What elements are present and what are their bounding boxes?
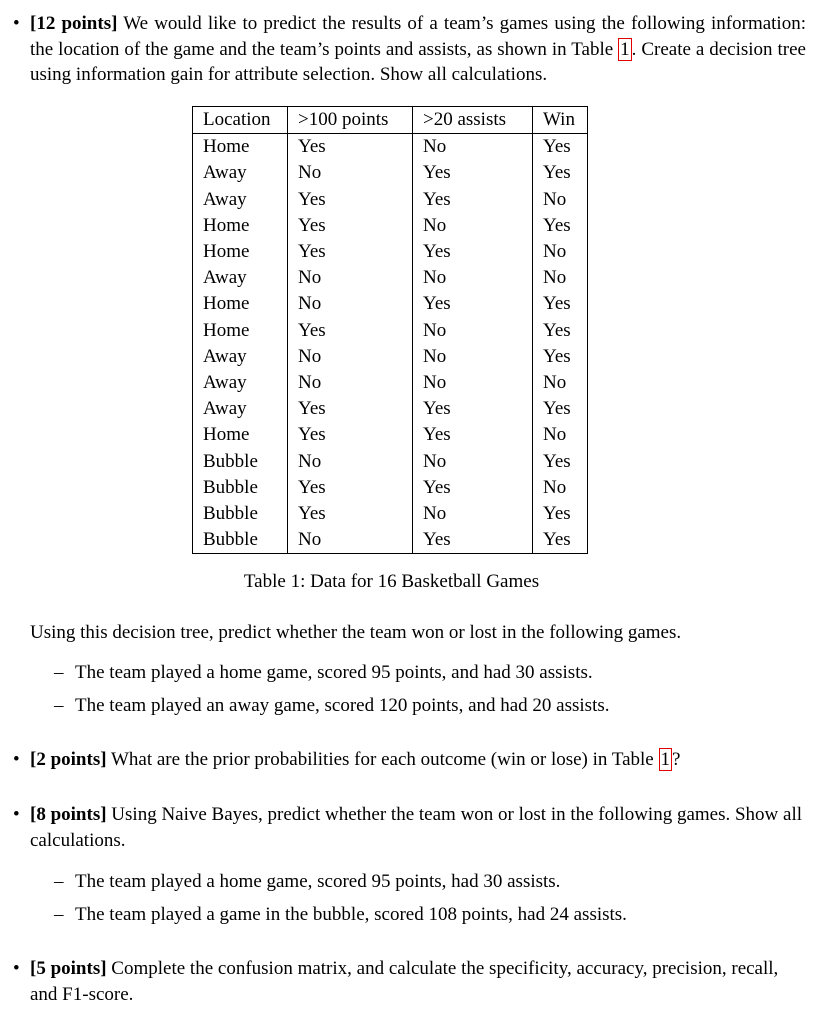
cell-win: Yes [533,160,588,186]
list-item [54,660,806,686]
cell-location: Bubble [193,475,288,501]
cell-location: Home [193,291,288,317]
table-row [193,291,588,317]
cell-location: Bubble [193,527,288,554]
cell-location: Home [193,134,288,161]
cell-win: Yes [533,527,588,554]
bullet-icon: • [13,958,20,979]
table-row [193,370,588,396]
cell-assists: Yes [413,160,533,186]
question-2-points: [2 points] [30,749,107,770]
cell-assists: No [413,134,533,161]
cell-location: Away [193,187,288,213]
cell-assists: Yes [413,422,533,448]
cell-location: Away [193,396,288,422]
list-item [54,869,806,895]
question-2-text [30,747,806,773]
table-row [193,422,588,448]
question-1-points: [12 points] [30,13,118,34]
table-row [193,265,588,291]
cell-location: Bubble [193,501,288,527]
cell-win: Yes [533,291,588,317]
question-1-text [30,11,806,88]
basketball-data-table [192,106,588,554]
table-row [193,213,588,239]
cell-points: Yes [288,318,413,344]
dash-icon: – [54,695,64,716]
table-row [193,396,588,422]
table-row [193,527,588,554]
list-item-text: The team played an away game, scored 120 points, and had 20 assists. [75,695,610,716]
cell-assists: Yes [413,396,533,422]
table-row [193,187,588,213]
table-row [193,344,588,370]
cell-win: No [533,239,588,265]
bullet-icon: • [13,804,20,825]
question-2-body: What are the prior probabilities for each outcome (win or lose) in Table [106,749,659,770]
cell-assists: No [413,448,533,474]
list-item-text: The team played a game in the bubble, scored 108 points, had 24 assists. [75,904,627,925]
bullet-icon: • [13,13,20,34]
cell-points: Yes [288,422,413,448]
cell-points: No [288,527,413,554]
cell-win: No [533,475,588,501]
cell-assists: No [413,213,533,239]
header-location: Location [193,107,288,134]
dash-icon: – [54,662,64,683]
cell-location: Away [193,160,288,186]
cell-assists: No [413,370,533,396]
cell-win: No [533,422,588,448]
table-header-row [193,107,588,134]
cell-assists: No [413,344,533,370]
list-item [54,902,806,928]
cell-assists: Yes [413,527,533,554]
question-2-body-end: ? [672,749,681,770]
cell-assists: No [413,265,533,291]
question-1 [13,11,806,88]
cell-location: Home [193,318,288,344]
cell-points: Yes [288,501,413,527]
list-item [54,693,806,719]
cell-location: Away [193,265,288,291]
decision-tree-prompt: Using this decision tree, predict whether the team won or lost in the following games. [30,622,682,643]
cell-points: No [288,344,413,370]
cell-assists: Yes [413,239,533,265]
question-4-points: [5 points] [30,958,107,979]
question-4-body: Complete the confusion matrix, and calculate the specificity, accuracy, precision, recall, and F1-score. [30,958,779,1005]
list-item-text: The team played a home game, scored 95 points, had 30 assists. [75,871,561,892]
cell-location: Away [193,370,288,396]
cell-points: Yes [288,187,413,213]
question-4-text [30,956,806,1007]
table-caption: Table 1: Data for 16 Basketball Games [243,571,540,592]
cell-win: Yes [533,213,588,239]
cell-win: Yes [533,318,588,344]
question-3 [13,802,806,853]
table-row [193,448,588,474]
cell-win: No [533,370,588,396]
question-3-body: Using Naive Bayes, predict whether the team won or lost in the following games. Show all calculations. [30,804,803,851]
cell-assists: Yes [413,475,533,501]
cell-points: Yes [288,239,413,265]
table-row [193,134,588,161]
cell-win: No [533,187,588,213]
cell-points: No [288,160,413,186]
cell-win: No [533,265,588,291]
question-4 [13,956,806,1007]
cell-location: Home [193,213,288,239]
table-row [193,160,588,186]
cell-points: No [288,448,413,474]
cell-points: Yes [288,475,413,501]
cell-assists: Yes [413,187,533,213]
question-1-body-end: . Create a decision tree using information gain for attribute selection. Show all calculations. [30,38,806,85]
cell-location: Home [193,422,288,448]
question-2 [13,747,806,773]
table-row [193,475,588,501]
cell-assists: No [413,318,533,344]
header-win: Win [533,107,588,134]
list-item-text: The team played a home game, scored 95 points, and had 30 assists. [75,662,593,683]
table-row [193,318,588,344]
question-3-points: [8 points] [30,804,107,825]
cell-location: Home [193,239,288,265]
cell-win: Yes [533,501,588,527]
cell-points: Yes [288,396,413,422]
cell-points: Yes [288,134,413,161]
bullet-icon: • [13,749,20,770]
cell-win: Yes [533,344,588,370]
cell-win: Yes [533,396,588,422]
header-points: >100 points [288,107,413,134]
table-reference-link[interactable]: 1 [660,749,670,770]
table-row [193,501,588,527]
question-1-body: We would like to predict the results of a team’s games using the following information: the location of the game and the team’s points and assists, as shown in Table [30,13,806,60]
cell-win: Yes [533,448,588,474]
cell-points: No [288,265,413,291]
cell-assists: Yes [413,291,533,317]
cell-points: Yes [288,213,413,239]
dash-icon: – [54,871,64,892]
cell-points: No [288,370,413,396]
cell-location: Away [193,344,288,370]
table-row [193,239,588,265]
cell-location: Bubble [193,448,288,474]
dash-icon: – [54,904,64,925]
question-3-text [30,802,806,853]
cell-assists: No [413,501,533,527]
header-assists: >20 assists [413,107,533,134]
table-reference-link[interactable]: 1 [620,38,630,60]
cell-win: Yes [533,134,588,161]
cell-points: No [288,291,413,317]
